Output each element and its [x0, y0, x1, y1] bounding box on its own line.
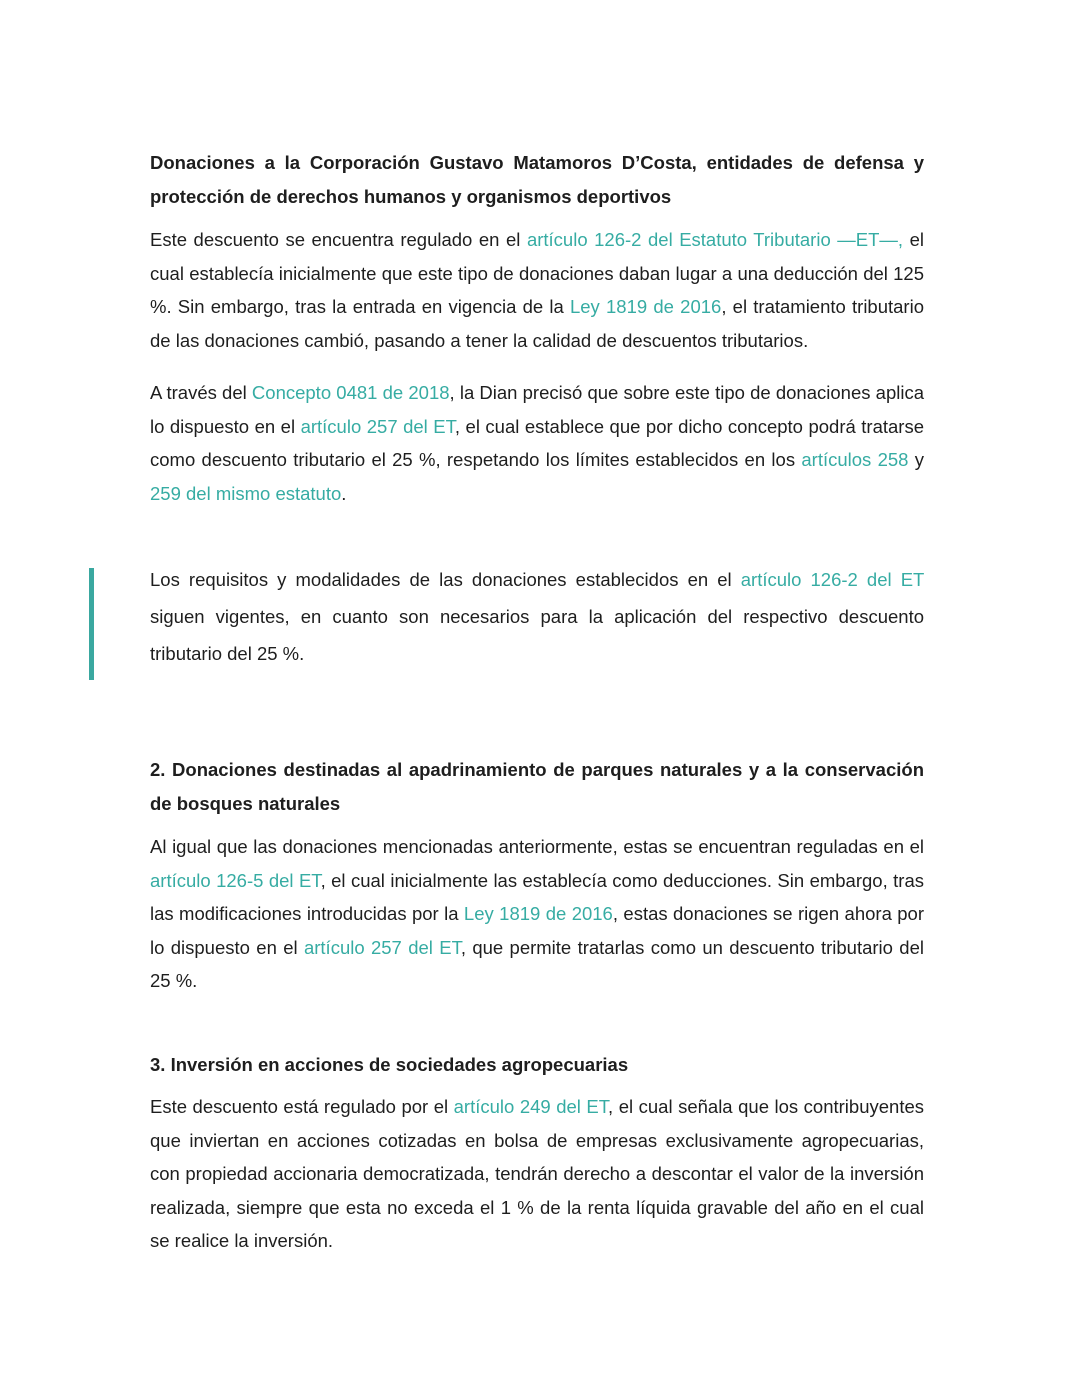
- article-link[interactable]: Ley 1819 de 2016: [463, 903, 613, 925]
- text-run: Al igual que las donaciones mencionadas anteriormente, estas se encuentran reguladas en el: [150, 836, 924, 857]
- text-run: , el cual inicialmente las establecía como deducciones. Sin embargo, tras las modificaciones introducidas por la: [150, 869, 924, 925]
- text-run: siguen vigentes, en cuanto son necesarios para la aplicación del respectivo descuento tributario del 25 %.: [150, 606, 924, 664]
- text-run: , la Dian precisó que sobre este tipo de donaciones aplica lo dispuesto en el: [150, 382, 924, 437]
- article-link[interactable]: artículo 126-2 del ET: [740, 569, 924, 590]
- article-link[interactable]: Concepto 0481 de 2018: [251, 382, 450, 403]
- paragraph: [150, 376, 924, 510]
- text-run: , el cual establece que por dicho concepto podrá tratarse como descuento tributario el 25 %, respetando los límites establecidos en los: [150, 415, 924, 471]
- article-link[interactable]: artículo 249 del ET: [453, 1096, 609, 1117]
- text-run: .: [341, 482, 347, 504]
- article-link[interactable]: artículos 258: [801, 449, 909, 471]
- paragraph: [150, 223, 924, 357]
- text-run: , el cual señala que los contribuyentes que inviertan en acciones cotizadas en bolsa de empresas exclusivamente agropecuarias, con propiedad accionaria democratizada, tendrán derecho a descontar el valor de la inversión realizada, siempre que esta no exceda el 1 % de la renta líquida gravable del año en el cual se realice la inversión.: [150, 1096, 925, 1252]
- section-heading: 3. Inversión en acciones de sociedades agropecuarias: [150, 1054, 629, 1075]
- blockquote: [150, 561, 924, 672]
- text-run: el cual establecía inicialmente que este tipo de donaciones daban lugar a una deducción del 125 %. Sin embargo, tras la entrada en vigencia de la: [150, 229, 924, 318]
- article-link[interactable]: artículo 257 del ET: [303, 936, 461, 958]
- text-run: A través del: [150, 382, 252, 403]
- text-run: Los requisitos y modalidades de las donaciones establecidos en el: [150, 569, 741, 590]
- article-link[interactable]: artículo 126-2 del Estatuto Tributario —ET—,: [526, 229, 904, 250]
- article-link[interactable]: 259 del mismo estatuto: [150, 482, 342, 504]
- text-run: , el tratamiento tributario de las donaciones cambió, pasando a tener la calidad de descuentos tributarios.: [150, 296, 924, 351]
- section-heading: Donaciones a la Corporación Gustavo Matamoros D’Costa, entidades de defensa y protección de derechos humanos y organismos deportivos: [150, 152, 924, 207]
- section-heading: 2. Donaciones destinadas al apadrinamiento de parques naturales y a la conservación de bosques naturales: [150, 759, 924, 814]
- text-run: y: [908, 449, 924, 471]
- article-link[interactable]: Ley 1819 de 2016: [569, 296, 722, 318]
- text-run: , estas donaciones se rigen ahora por lo dispuesto en el: [150, 903, 924, 958]
- paragraph: [150, 1090, 924, 1258]
- article-link[interactable]: artículo 126-5 del ET: [150, 869, 321, 891]
- paragraph: [150, 830, 924, 998]
- article-link[interactable]: artículo 257 del ET: [300, 415, 455, 437]
- blockquote-bar: [89, 568, 94, 680]
- text-run: Este descuento se encuentra regulado en el: [150, 229, 527, 250]
- text-run: Este descuento está regulado por el: [150, 1096, 454, 1117]
- text-run: , que permite tratarlas como un descuento tributario del 25 %.: [150, 936, 924, 992]
